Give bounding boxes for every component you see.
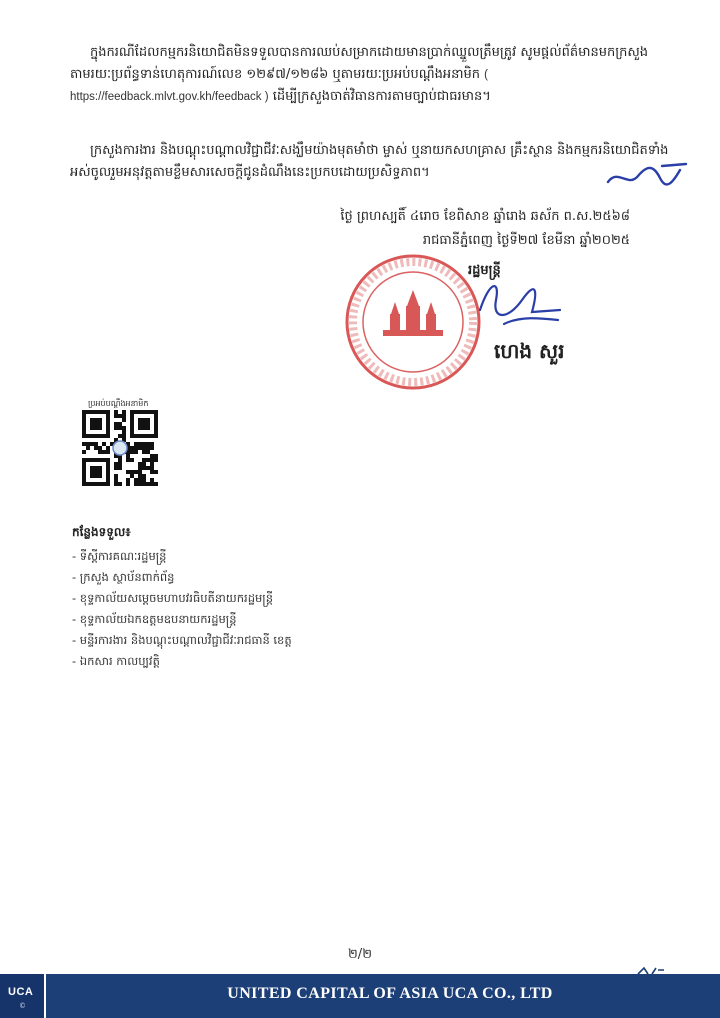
minister-name: ហេង សួរ <box>494 339 565 363</box>
page-number: ២/២ <box>347 947 373 962</box>
footer-bar <box>0 974 720 1018</box>
recipient-item: - ឯកសារ កាលប្បវត្តិ <box>72 654 160 668</box>
qr-label: ប្រអប់បណ្ដឹងអនាមិក <box>88 399 149 408</box>
logo-sub: © <box>19 1002 26 1010</box>
paragraph1-text-a: ក្នុងករណីដែលកម្មករនិយោជិតមិនទទួលបានការឈប់សម្រាកដោយមានប្រាក់ឈ្នួលត្រឹមត្រូវ សូមផ្ដល់ព័ត៌មានមកក្រសួងតាមរយៈប្រព័ន្ធទាន់ហេតុការណ៍លេខ ១២៩៧/១២៨៦ ឬតាមរយៈប្រអប់បណ្ដឹងអនាមិក <box>70 45 648 82</box>
paragraph-compliance: ក្រសួងការងារ និងបណ្ដុះបណ្ដាលវិជ្ជាជីវៈសង្ឃឹមយ៉ាងមុតមាំថា ម្ចាស់ ឬនាយកសហគ្រាស គ្រឹះស្ថាន និងកម្មករនិយោជិតទាំងអស់ចូលរួមអនុវត្តតាមខ្លឹមសារសេចក្ដីជូនដំណឹងនេះប្រកបដោយប្រសិទ្ធភាព។ <box>70 143 669 180</box>
solar-date: រាជធានីភ្នំពេញ ថ្ងៃទី២៧ ខែមីនា ឆ្នាំ២០២៥ <box>422 233 630 248</box>
handwritten-initial-icon <box>602 158 692 194</box>
ministry-seal-icon <box>343 252 483 392</box>
uca-logo[interactable] <box>0 974 46 1018</box>
signature-icon <box>470 270 570 340</box>
recipient-item: - ក្រសួង ស្ថាប័នពាក់ព័ន្ធ <box>72 570 175 584</box>
lunar-date: ថ្ងៃ ព្រហស្បតិ៍ ៤រោច ខែពិសាខ ឆ្នាំរោង ឆស័ក ព.ស.២៥៦៨ <box>340 209 630 224</box>
minister-title: រដ្ឋមន្ត្រី <box>468 263 501 278</box>
feedback-link[interactable]: ( https://feedback.mlvt.gov.kh/feedback ) <box>70 69 488 103</box>
recipients-section <box>72 524 292 672</box>
company-name: UNITED CAPITAL OF ASIA UCA CO., LTD <box>227 985 553 1002</box>
recipient-item: - មន្ទីរការងារ និងបណ្ដុះបណ្ដាលវិជ្ជាជីវៈរាជធានី ខេត្ត <box>72 633 292 647</box>
recipient-item: - ខុទ្ទកាល័យសម្ដេចមហាបវរធិបតីនាយករដ្ឋមន្ត្រី <box>72 591 274 605</box>
recipient-item: - ខុទ្ទកាល័យឯកឧត្តមឧបនាយករដ្ឋមន្ត្រី <box>72 612 237 626</box>
recipients-title: កន្លែងទទួល៖ <box>72 525 131 539</box>
recipient-item: - ទីស្ដីការគណៈរដ្ឋមន្ត្រី <box>72 549 167 563</box>
logo-text: UCA <box>8 986 34 998</box>
paragraph-complaint-channels <box>70 42 670 108</box>
qr-code-icon[interactable] <box>82 410 158 486</box>
paragraph1-text-b: ដើម្បីក្រសួងចាត់វិធានការតាមច្បាប់ជាធរមាន។ <box>272 89 491 104</box>
